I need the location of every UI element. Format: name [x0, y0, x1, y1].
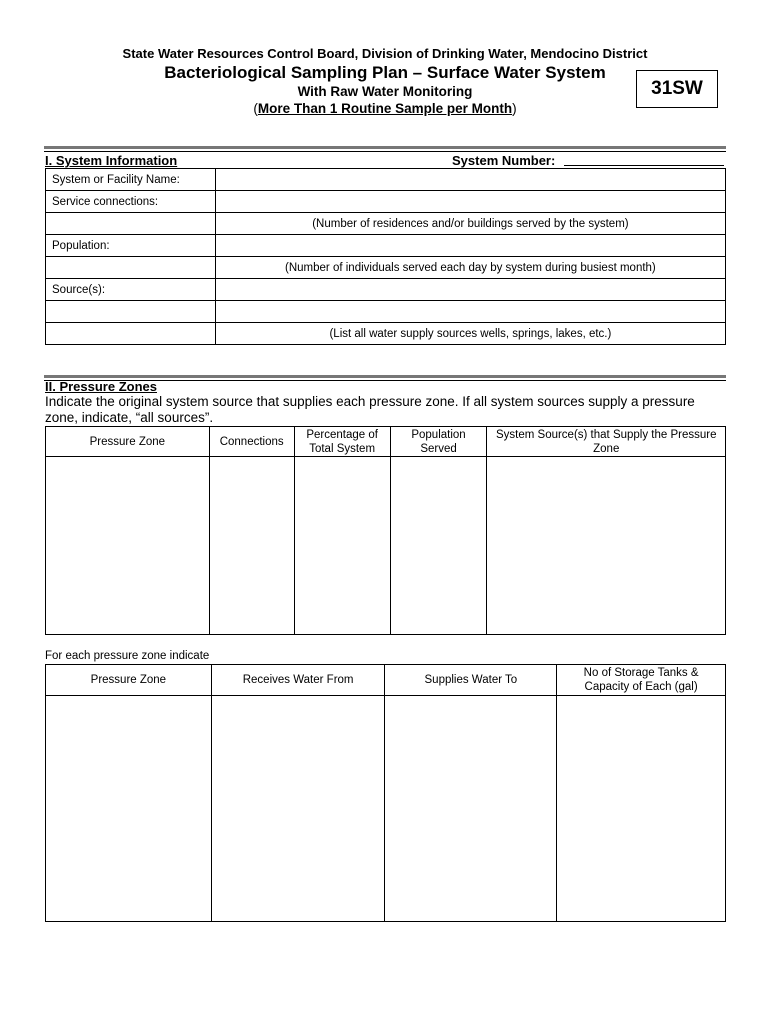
table-row: [46, 457, 726, 635]
facility-name-label: System or Facility Name:: [46, 169, 216, 191]
col-header-pressure-zone: Pressure Zone: [46, 427, 210, 457]
col-header-population: Population Served: [390, 427, 487, 457]
zone-flow-table: [45, 664, 726, 922]
col-header-connections: Connections: [209, 427, 294, 457]
col-header-pressure-zone-2: Pressure Zone: [46, 665, 212, 696]
pressure-zone-cell[interactable]: [46, 457, 210, 635]
table-row: [46, 213, 726, 235]
section2-title: II. Pressure Zones: [45, 379, 157, 394]
agency-line: State Water Resources Control Board, Division of Drinking Water, Mendocino District: [122, 46, 648, 61]
table-row: [46, 257, 726, 279]
service-connections-label: Service connections:: [46, 191, 216, 213]
form-title: Bacteriological Sampling Plan – Surface Water System: [164, 63, 606, 82]
service-connections-note: (Number of residences and/or buildings served by the system): [215, 213, 725, 235]
table-row: [46, 323, 726, 345]
section1-title: I. System Information: [45, 153, 178, 168]
storage-tanks-cell[interactable]: [557, 696, 726, 922]
table2-caption: For each pressure zone indicate: [45, 650, 210, 662]
form-code-box: 31SW: [636, 70, 718, 108]
blank-cell: [46, 257, 216, 279]
facility-name-field[interactable]: [215, 169, 725, 191]
table-row: [46, 235, 726, 257]
blank-cell: [46, 323, 216, 345]
sources-cell[interactable]: [487, 457, 726, 635]
system-number-field[interactable]: [564, 165, 724, 166]
system-info-table: [45, 168, 726, 345]
table-row: [46, 169, 726, 191]
form-subtitle: With Raw Water Monitoring: [297, 84, 473, 99]
col-header-percentage: Percentage of Total System: [294, 427, 390, 457]
qualifier-paren-close: ): [512, 101, 517, 116]
population-cell[interactable]: [390, 457, 487, 635]
table-header-row: [46, 427, 726, 457]
table-header-row: [46, 665, 726, 696]
section1-rule: [44, 146, 726, 149]
table-row: [46, 191, 726, 213]
service-connections-field[interactable]: [215, 191, 725, 213]
sources-note: (List all water supply sources wells, springs, lakes, etc.): [215, 323, 725, 345]
percentage-cell[interactable]: [294, 457, 390, 635]
col-header-receives-from: Receives Water From: [211, 665, 385, 696]
receives-from-cell[interactable]: [211, 696, 385, 922]
qualifier-text: More Than 1 Routine Sample per Month: [257, 101, 513, 116]
section2-rule: [44, 375, 726, 378]
qualifier-paren-open: (: [253, 101, 258, 116]
col-header-supplies-to: Supplies Water To: [385, 665, 557, 696]
table-row: [46, 696, 726, 922]
blank-cell: [46, 213, 216, 235]
sources-field-1[interactable]: [215, 279, 725, 301]
table-row: [46, 301, 726, 323]
pressure-zone-table: [45, 426, 726, 635]
col-header-sources: System Source(s) that Supply the Pressure Zone: [487, 427, 726, 457]
section1-rule-thin: [44, 151, 726, 152]
sources-label: Source(s):: [46, 279, 216, 301]
population-note: (Number of individuals served each day by system during busiest month): [215, 257, 725, 279]
col-header-storage-tanks: No of Storage Tanks & Capacity of Each (gal): [557, 665, 726, 696]
supplies-to-cell[interactable]: [385, 696, 557, 922]
population-field[interactable]: [215, 235, 725, 257]
pressure-zone-cell-2[interactable]: [46, 696, 212, 922]
population-label: Population:: [46, 235, 216, 257]
blank-cell: [46, 301, 216, 323]
system-number-label: System Number:: [452, 153, 556, 168]
section2-instructions: Indicate the original system source that supplies each pressure zone. If all system sources supply a pressure zone, indicate, “all sources”.: [45, 394, 695, 425]
table-row: [46, 279, 726, 301]
sources-field-2[interactable]: [215, 301, 725, 323]
connections-cell[interactable]: [209, 457, 294, 635]
